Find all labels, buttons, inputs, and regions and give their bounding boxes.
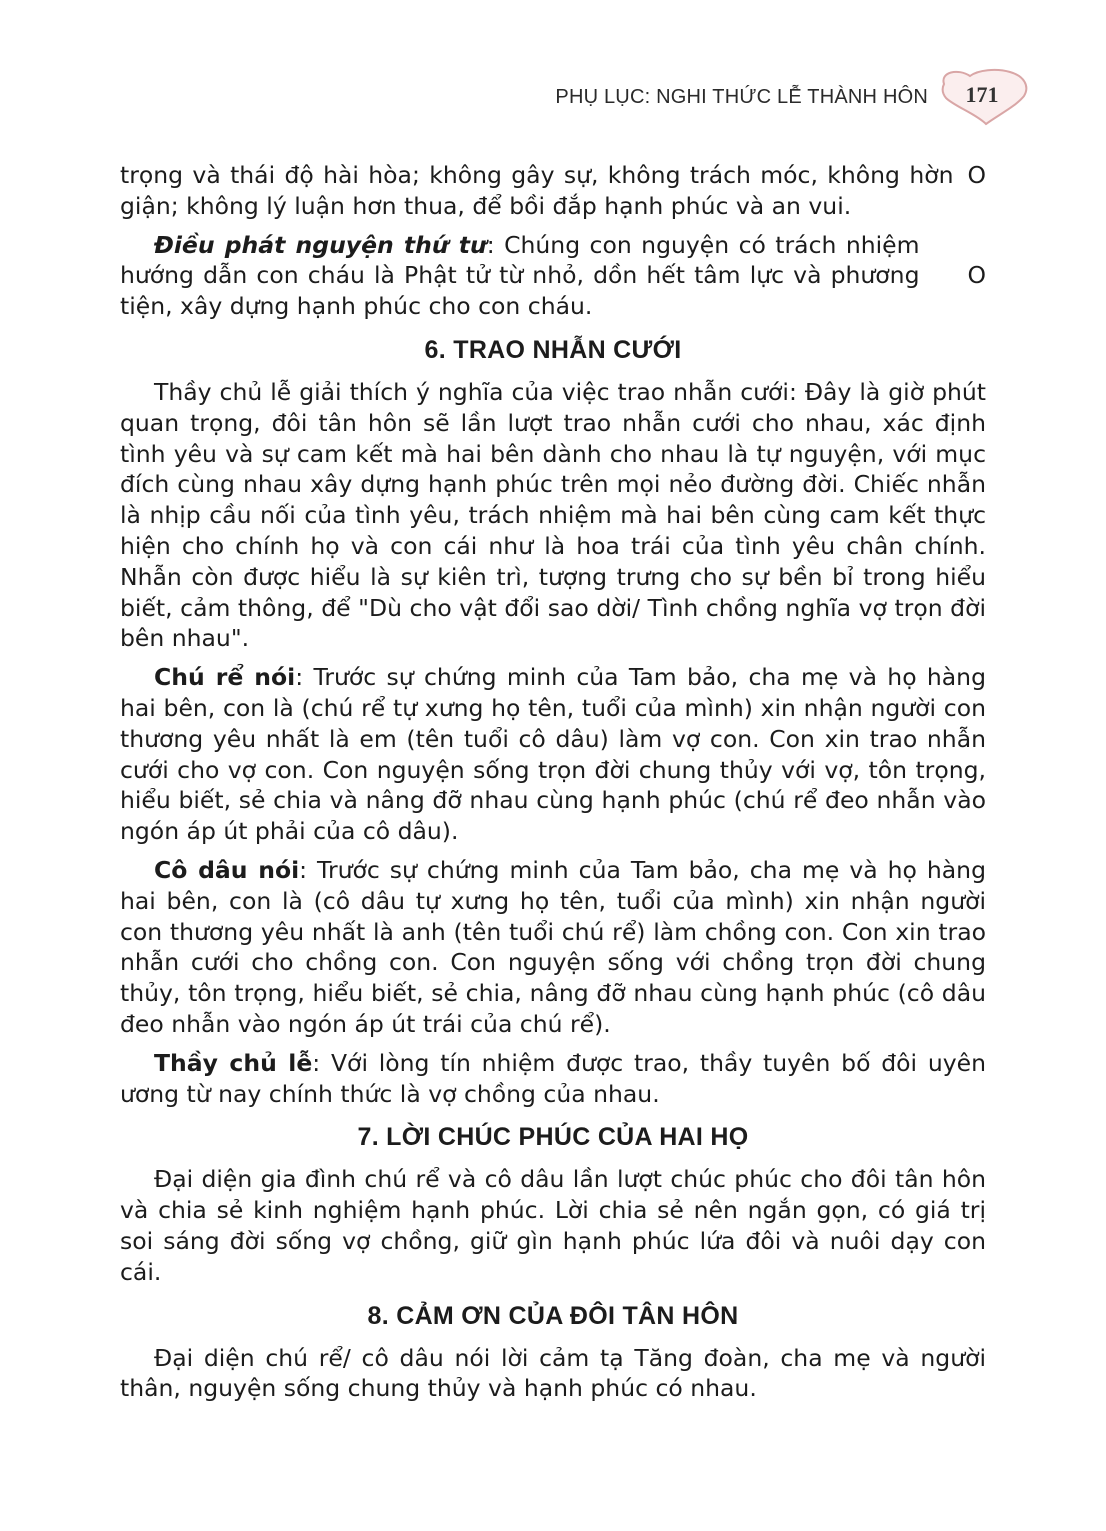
running-header-title: PHỤ LỤC: NGHI THỨC LỄ THÀNH HÔN [555,85,928,108]
bride-label: Cô dâu nói [154,855,300,884]
section-heading-ring-exchange: 6. TRAO NHẪN CƯỚI [424,335,682,364]
paragraph-officiant-declaration [120,1048,986,1110]
paragraph-bride-speech [120,855,986,1040]
section-heading-family-blessings: 7. LỜI CHÚC PHÚC CỦA HAI HỌ [357,1123,749,1152]
fourth-vow-label: Điều phát nguyện thứ tư [154,230,487,259]
paragraph-groom-speech [120,662,986,847]
section-heading-couple-thanks: 8. CẢM ƠN CỦA ĐÔI TÂN HÔN [367,1301,739,1330]
paragraph-family-blessings: Đại diện gia đình chú rể và cô dâu lần lượt chúc phúc cho đôi tân hôn và chia sẻ kinh nghiệm hạnh phúc. Lời chia sẻ nên ngắn gọn, có giá trị soi sáng đời sống vợ chồng, giữ gìn hạnh phúc lứa đôi và nuôi dạy con cái. [120,1165,986,1286]
vow-end-mark: O [967,161,986,189]
paragraph-text: : Trước sự chứng minh của Tam bảo, cha mẹ và họ hàng hai bên, con là (chú rể tự xưng họ tên, tuổi của mình) xin nhận người con thương yêu nhất là em (tên tuổi cô dâu) làm vợ con. Con xin trao nhẫn cưới cho vợ con. Con nguyện sống trọn đời chung thủy với vợ, tôn trọng, hiểu biết, sẻ chia và nâng đỡ nhau cùng hạnh phúc (chú rể đeo nhẫn vào ngón áp út phải của cô dâu). [120,663,986,846]
paragraph-text: trọng và thái độ hài hòa; không gây sự, không trách móc, không hờn giận; không lý luận hơn thua, để bồi đắp hạnh phúc và an vui. [120,161,954,220]
paragraph-vow-continuation [120,160,986,222]
paragraph-fourth-vow [120,230,986,322]
groom-label: Chú rể nói [154,663,296,692]
page-number: 171 [965,82,999,107]
paragraph-text: : Với lòng tín nhiệm được trao, thầy tuyên bố đôi uyên ương từ nay chính thức là vợ chồng của nhau. [120,1048,986,1108]
page-body [120,160,986,1412]
paragraph-text: : Chúng con nguyện có trách nhiệm hướng dẫn con cháu là Phật tử từ nhỏ, dồn hết tâm lực và phương tiện, xây dựng hạnh phúc cho con cháu. [120,230,920,321]
paragraph-text: : Trước sự chứng minh của Tam bảo, cha mẹ và họ hàng hai bên, con là (cô dâu tự xưng họ tên, tuổi của mình) xin nhận người con thương yêu nhất là anh (tên tuổi chú rể) làm chồng con. Con xin trao nhẫn cưới cho chồng con. Con nguyện sống với chồng trọn đời chung thủy, tôn trọng, hiểu biết, sẻ chia, nâng đỡ nhau cùng hạnh phúc (cô dâu đeo nhẫn vào ngón áp út trái của chú rể). [120,855,986,1038]
vow-end-mark: O [967,261,986,290]
running-header [555,66,1032,128]
paragraph-couple-thanks: Đại diện chú rể/ cô dâu nói lời cảm tạ Tăng đoàn, cha mẹ và người thân, nguyện sống chung thủy và hạnh phúc có nhau. [120,1343,986,1403]
paragraph-ring-meaning: Thầy chủ lễ giải thích ý nghĩa của việc trao nhẫn cưới: Đây là giờ phút quan trọng, đôi tân hôn sẽ lần lượt trao nhẫn cưới cho nhau, xác định tình yêu và sự cam kết mà hai bên dành cho nhau là tự nguyện, với mục đích cùng nhau xây dựng hạnh phúc trên mọi nẻo đường đời. Chiếc nhẫn là nhịp cầu nối của tình yêu, trách nhiệm mà hai bên cùng cam kết thực hiện cho chính họ và con cái như là hoa trái của tình yêu chân chính. Nhẫn còn được hiểu là sự kiên trì, tượng trưng cho sự bền bỉ trong hiểu biết, cảm thông, để "Dù cho vật đổi sao dời/ Tình chồng nghĩa vợ trọn đời bên nhau". [120,377,986,653]
page-number-badge [936,66,1032,128]
officiant-label: Thầy chủ lễ [154,1048,313,1077]
